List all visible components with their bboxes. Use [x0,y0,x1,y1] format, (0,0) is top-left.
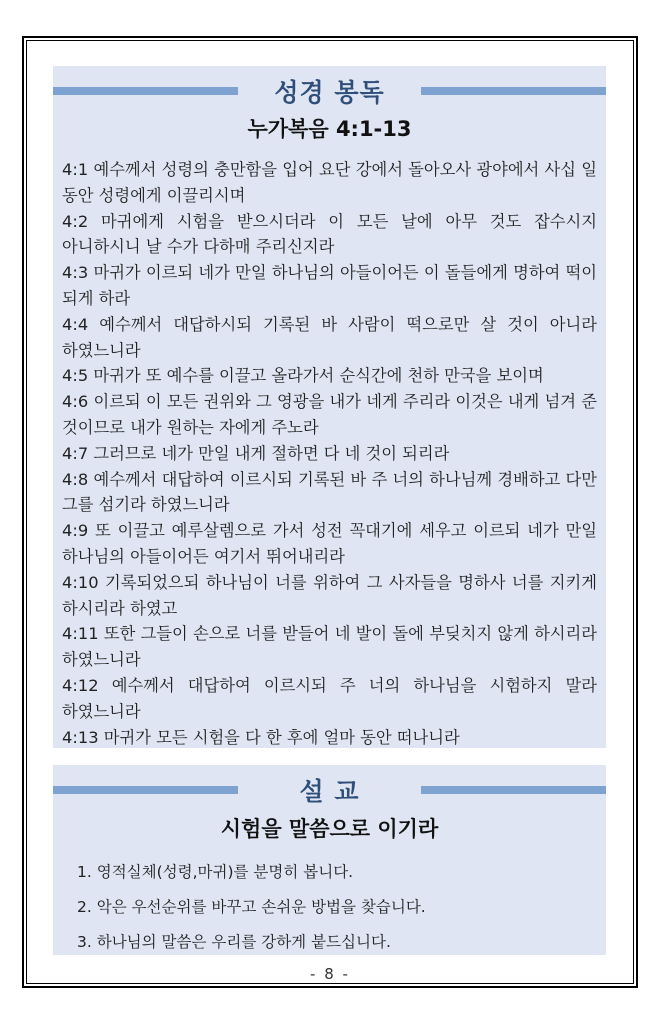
page-number: - 8 - [310,965,350,983]
verse: 4:1 예수께서 성령의 충만함을 입어 요단 강에서 돌아오사 광야에서 사십 일 동안 성령에게 이끌리시며 [62,160,597,205]
scripture-header [53,66,606,116]
sermon-point: 3. 하나님의 말씀은 우리를 강하게 붙드십니다. [77,933,391,951]
sermon-point: 1. 영적실체(성령,마귀)를 분명히 봅니다. [77,863,354,881]
sermon-header [53,765,606,815]
verse: 4:3 마귀가 이르되 네가 만일 하나님의 아들이어든 이 돌들에게 명하여 떡이 되게 하라 [62,263,597,308]
scripture-heading: 성경 봉독 [274,78,385,107]
verse: 4:11 또한 그들이 손으로 너를 받들어 네 발이 돌에 부딪치지 않게 하시리라 하였느니라 [62,624,597,670]
sermon-heading: 설 교 [299,777,360,806]
sermon-point: 2. 악은 우선순위를 바꾸고 손쉬운 방법을 찾습니다. [77,898,426,916]
verse: 4:5 마귀가 또 예수를 이끌고 올라가서 순식간에 천하 만국을 보이며 [62,366,544,386]
verse: 4:9 또 이끌고 예루살렘으로 가서 성전 꼭대기에 세우고 이르되 네가 만일 하나님의 아들이어든 여기서 뛰어내리라 [62,521,597,566]
verse: 4:12 예수께서 대답하여 이르시되 주 너의 하나님을 시험하지 말라 하였느니라 [62,675,597,721]
verse: 4:7 그러므로 네가 만일 내게 절하면 다 네 것이 되리라 [62,443,450,463]
verse: 4:2 마귀에게 시험을 받으시더라 이 모든 날에 아무 것도 잡수시지 아니하시니 날 수가 다하매 주리신지라 [62,211,597,257]
verse: 4:8 예수께서 대답하여 이르시되 기록된 바 주 너의 하나님께 경배하고 다만 그를 섬기라 하였느니라 [62,469,597,515]
verse: 4:13 마귀가 모든 시험을 다 한 후에 얼마 동안 떠나니라 [62,727,460,747]
scripture-reading-section [53,66,606,748]
verse: 4:10 기록되었으되 하나님이 너를 위하여 그 사자들을 명하사 너를 지키게 하시리라 하였고 [62,572,597,618]
verse: 4:4 예수께서 대답하시되 기록된 바 사람이 떡으로만 살 것이 아니라 하였느니라 [62,314,597,360]
sermon-title: 시험을 말씀으로 이기라 [220,817,439,841]
verse: 4:6 이르되 이 모든 권위와 그 영광을 내가 네게 주리라 이것은 내게 넘겨 준 것이므로 내가 원하는 자에게 주노라 [62,392,597,437]
scripture-reference: 누가복음 4:1-13 [247,117,412,141]
sermon-points [53,855,606,960]
verse-list [53,147,606,750]
sermon-section [53,765,606,955]
